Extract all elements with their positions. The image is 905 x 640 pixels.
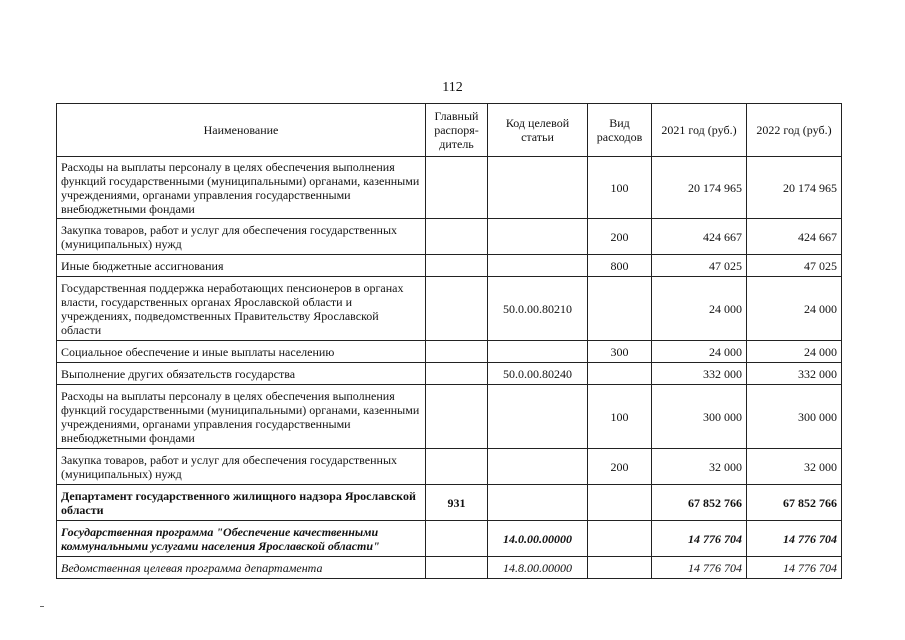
cell-type: [588, 363, 652, 385]
cell-2021: 32 000: [652, 449, 747, 485]
header-type: Вид расходов: [588, 104, 652, 157]
cell-type: [588, 277, 652, 341]
cell-manager: [426, 277, 488, 341]
cell-type: 200: [588, 219, 652, 255]
table-row: [57, 219, 842, 255]
table-row: [57, 277, 842, 341]
cell-2022: 47 025: [747, 255, 842, 277]
cell-2022: 14 776 704: [747, 521, 842, 557]
cell-type: 100: [588, 385, 652, 449]
cell-type: [588, 557, 652, 579]
cell-manager: [426, 255, 488, 277]
cell-name: Расходы на выплаты персоналу в целях обеспечения выполнения функций государственными (муниципальными) органами, казенными учреждениями, органами управления государственными внебюджетными фондами: [57, 157, 426, 219]
cell-manager: [426, 521, 488, 557]
cell-name: Выполнение других обязательств государства: [57, 363, 426, 385]
cell-type: 300: [588, 341, 652, 363]
cell-2021: 20 174 965: [652, 157, 747, 219]
cell-name: Закупка товаров, работ и услуг для обеспечения государственных (муниципальных) нужд: [57, 219, 426, 255]
cell-name: Ведомственная целевая программа департамента: [57, 557, 426, 579]
header-code: Код целевой статьи: [488, 104, 588, 157]
cell-2022: 24 000: [747, 277, 842, 341]
cell-name: Социальное обеспечение и иные выплаты населению: [57, 341, 426, 363]
cell-manager: [426, 385, 488, 449]
cell-2022: 32 000: [747, 449, 842, 485]
cell-manager: [426, 341, 488, 363]
table-header-row: [57, 104, 842, 157]
cell-2021: 300 000: [652, 385, 747, 449]
cell-2021: 24 000: [652, 277, 747, 341]
cell-name: Государственная программа "Обеспечение качественными коммунальными услугами населения Ярославской области": [57, 521, 426, 557]
cell-code: 14.8.00.00000: [488, 557, 588, 579]
table-row: [57, 557, 842, 579]
cell-code: [488, 255, 588, 277]
table-row: [57, 521, 842, 557]
table-row: [57, 341, 842, 363]
header-name: Наименование: [57, 104, 426, 157]
cell-2022: 67 852 766: [747, 485, 842, 521]
header-2021: 2021 год (руб.): [652, 104, 747, 157]
cell-name: Иные бюджетные ассигнования: [57, 255, 426, 277]
margin-mark: [40, 606, 44, 607]
cell-2022: 14 776 704: [747, 557, 842, 579]
cell-2021: 67 852 766: [652, 485, 747, 521]
cell-type: [588, 485, 652, 521]
cell-2021: 14 776 704: [652, 521, 747, 557]
cell-name: Закупка товаров, работ и услуг для обеспечения государственных (муниципальных) нужд: [57, 449, 426, 485]
cell-manager: [426, 363, 488, 385]
cell-manager: [426, 219, 488, 255]
cell-2022: 20 174 965: [747, 157, 842, 219]
header-2022: 2022 год (руб.): [747, 104, 842, 157]
table-row: [57, 157, 842, 219]
table-row: [57, 385, 842, 449]
cell-2021: 14 776 704: [652, 557, 747, 579]
cell-2022: 332 000: [747, 363, 842, 385]
cell-code: [488, 449, 588, 485]
cell-name: Департамент государственного жилищного надзора Ярославской области: [57, 485, 426, 521]
cell-name: Государственная поддержка неработающих пенсионеров в органах власти, государственных органах Ярославской области и учреждениях, подведомственных Правительству Ярославской области: [57, 277, 426, 341]
cell-code: 50.0.00.80240: [488, 363, 588, 385]
cell-2021: 24 000: [652, 341, 747, 363]
cell-type: 100: [588, 157, 652, 219]
cell-type: [588, 521, 652, 557]
cell-manager: [426, 557, 488, 579]
budget-table: [56, 103, 842, 579]
cell-2022: 24 000: [747, 341, 842, 363]
cell-manager: 931: [426, 485, 488, 521]
cell-code: [488, 341, 588, 363]
cell-2022: 300 000: [747, 385, 842, 449]
cell-code: [488, 385, 588, 449]
page-number: 112: [442, 80, 463, 95]
header-manager: Главный распоря-дитель: [426, 104, 488, 157]
cell-code: 14.0.00.00000: [488, 521, 588, 557]
cell-code: [488, 485, 588, 521]
table-row: [57, 363, 842, 385]
cell-2022: 424 667: [747, 219, 842, 255]
table-row: [57, 449, 842, 485]
cell-code: [488, 157, 588, 219]
cell-code: 50.0.00.80210: [488, 277, 588, 341]
cell-code: [488, 219, 588, 255]
cell-name: Расходы на выплаты персоналу в целях обеспечения выполнения функций государственными (муниципальными) органами, казенными учреждениями, органами управления государственными внебюджетными фондами: [57, 385, 426, 449]
cell-manager: [426, 157, 488, 219]
cell-type: 800: [588, 255, 652, 277]
cell-2021: 332 000: [652, 363, 747, 385]
cell-manager: [426, 449, 488, 485]
cell-2021: 47 025: [652, 255, 747, 277]
table-row: [57, 485, 842, 521]
cell-type: 200: [588, 449, 652, 485]
cell-2021: 424 667: [652, 219, 747, 255]
table-row: [57, 255, 842, 277]
